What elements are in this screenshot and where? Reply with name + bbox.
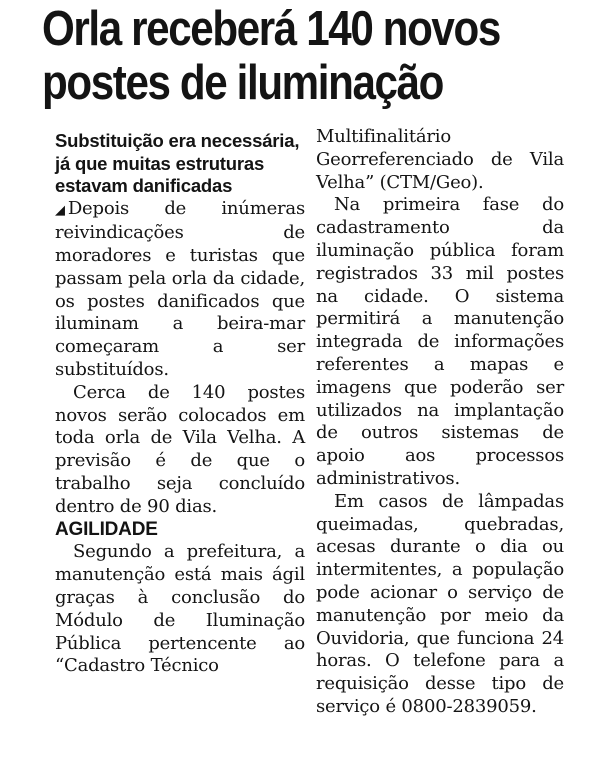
paragraph-1-text: Depois de inúmeras reivindicações de moradores e turistas que passam pela orla da cidade, os postes danificados que iluminam a beira-mar começaram a ser substituídos.: [55, 197, 305, 381]
paragraph-4: Na primeira fase do cadastramento da iluminação pública foram registrados 33 mil postes na cidade. O sistema permitirá a manutenção integrada de informações referentes a mapas e imagens que poderão ser utilizados na implantação de outros sistemas de apoio aos processos administrativos.: [316, 194, 564, 489]
headline: [42, 2, 506, 110]
lead-arrow-icon: ◢: [55, 202, 65, 218]
headline-line-1: Orla receberá 140 novos: [42, 2, 500, 56]
subheadline: Substituição era necessária, já que muitas estruturas estavam danificadas: [55, 130, 300, 196]
section-title: AGILIDADE: [55, 518, 158, 540]
paragraph-2: Cerca de 140 postes novos serão colocados em toda orla de Vila Velha. A previsão é de que o trabalho seja concluído dentro de 90 dias.: [55, 381, 305, 517]
paragraph-3-continued: Multifinalitário Georreferenciado de Vila Velha” (CTM/Geo).: [316, 126, 564, 193]
paragraph-3: Segundo a prefeitura, a manutenção está mais ágil graças à conclusão do Módulo de Iluminação Pública pertencente ao “Cadastro Técnico: [55, 541, 305, 677]
headline-line-2: postes de iluminação: [42, 56, 444, 110]
paragraph-5: Em casos de lâmpadas queimadas, quebradas, acesas durante o dia ou intermitentes, a população pode acionar o serviço de manutenção por meio da Ouvidoria, que funciona 24 horas. O telefone para a requisição desse tipo de serviço é 0800-2839059.: [316, 490, 564, 717]
paragraph-1: [55, 198, 305, 382]
left-column: [55, 130, 305, 678]
right-column: [316, 126, 564, 719]
